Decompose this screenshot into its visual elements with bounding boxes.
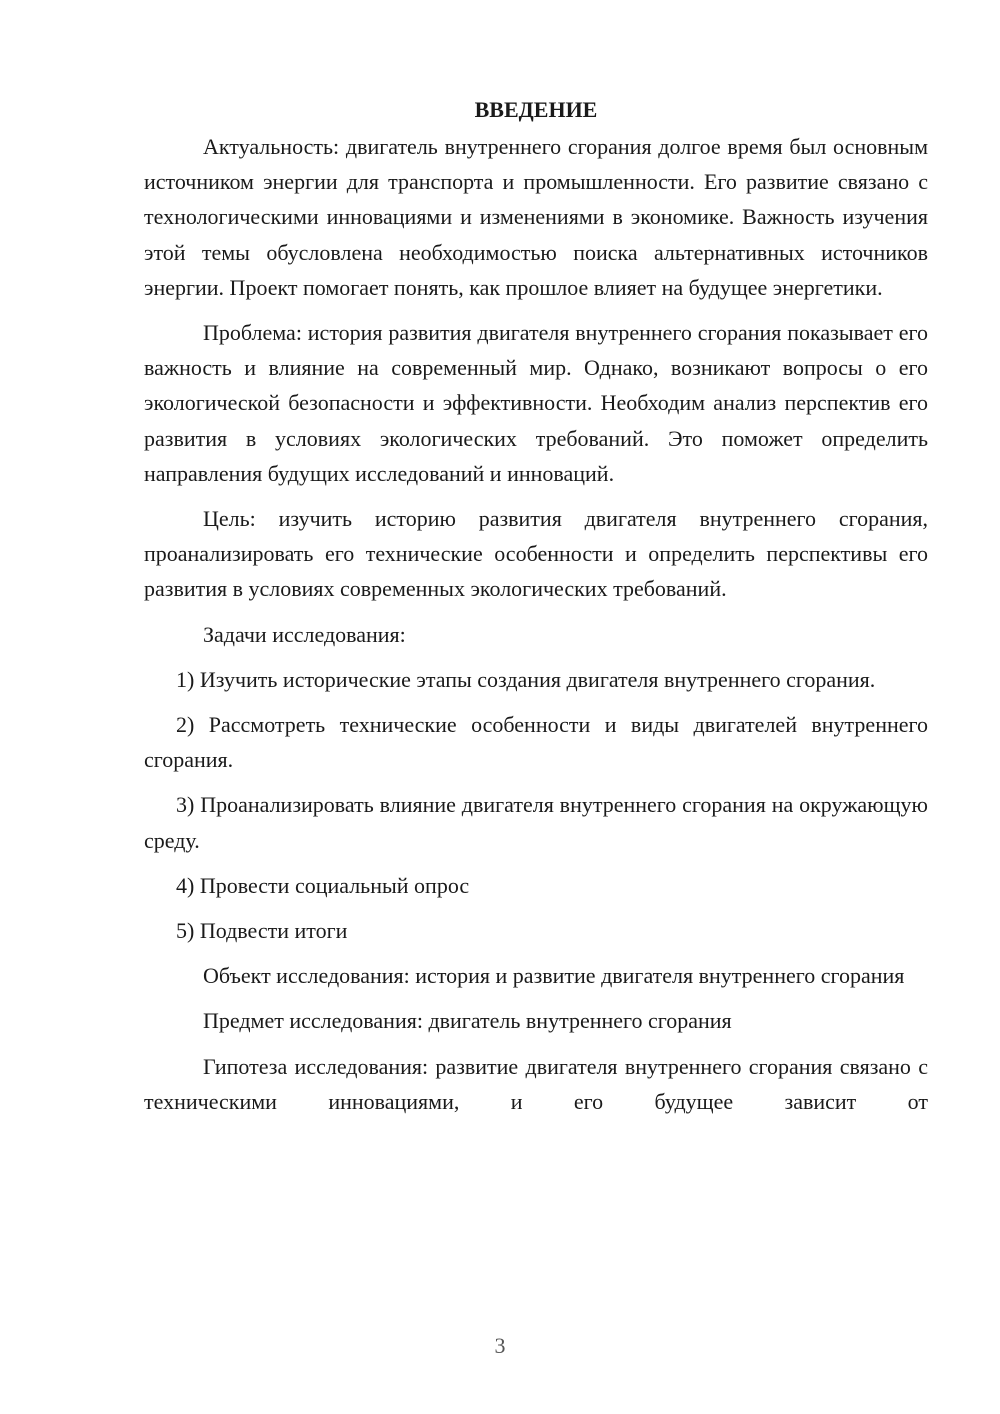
hypothesis-paragraph: Гипотеза исследования: развитие двигателя внутреннего сгорания связано с техническими инновациями, и его будущее зависит от — [144, 1053, 928, 1114]
task-item-4: 4) Провести социальный опрос — [176, 872, 470, 898]
section-title: ВВЕДЕНИЕ — [474, 97, 598, 122]
page-content — [144, 92, 928, 1129]
task-item-5: 5) Подвести итоги — [176, 918, 348, 944]
object-paragraph: Объект исследования: история и развитие двигателя внутреннего сгорания — [203, 963, 905, 989]
subject-paragraph: Предмет исследования: двигатель внутреннего сгорания — [203, 1008, 732, 1034]
problem-paragraph: Проблема: история развития двигателя внутреннего сгорания показывает его важность и влияние на современный мир. Однако, возникают вопросы о его экологической безопасности и эффективности. Необходим анализ перспектив его развития в условиях экологических требований. Это поможет определить направления будущих исследований и инноваций. — [144, 320, 928, 486]
task-item-3: 3) Проанализировать влияние двигателя внутреннего сгорания на окружающую среду. — [144, 792, 928, 853]
relevance-paragraph: Актуальность: двигатель внутреннего сгорания долгое время был основным источником энергии для транспорта и промышленности. Его развитие связано с технологическими инновациями и изменениями в экономике. Важность изучения этой темы обусловлена необходимостью поиска альтернативных источников энергии. Проект помогает понять, как прошлое влияет на будущее энергетики. — [144, 134, 928, 300]
task-item-2: 2) Рассмотреть технические особенности и виды двигателей внутреннего сгорания. — [144, 712, 928, 773]
tasks-heading: Задачи исследования: — [203, 621, 406, 647]
task-item-1: 1) Изучить исторические этапы создания двигателя внутреннего сгорания. — [176, 666, 876, 692]
page-number: 3 — [494, 1333, 506, 1358]
goal-paragraph: Цель: изучить историю развития двигателя внутреннего сгорания, проанализировать его технические особенности и определить перспективы его развития в условиях современных экологических требований. — [144, 506, 928, 602]
